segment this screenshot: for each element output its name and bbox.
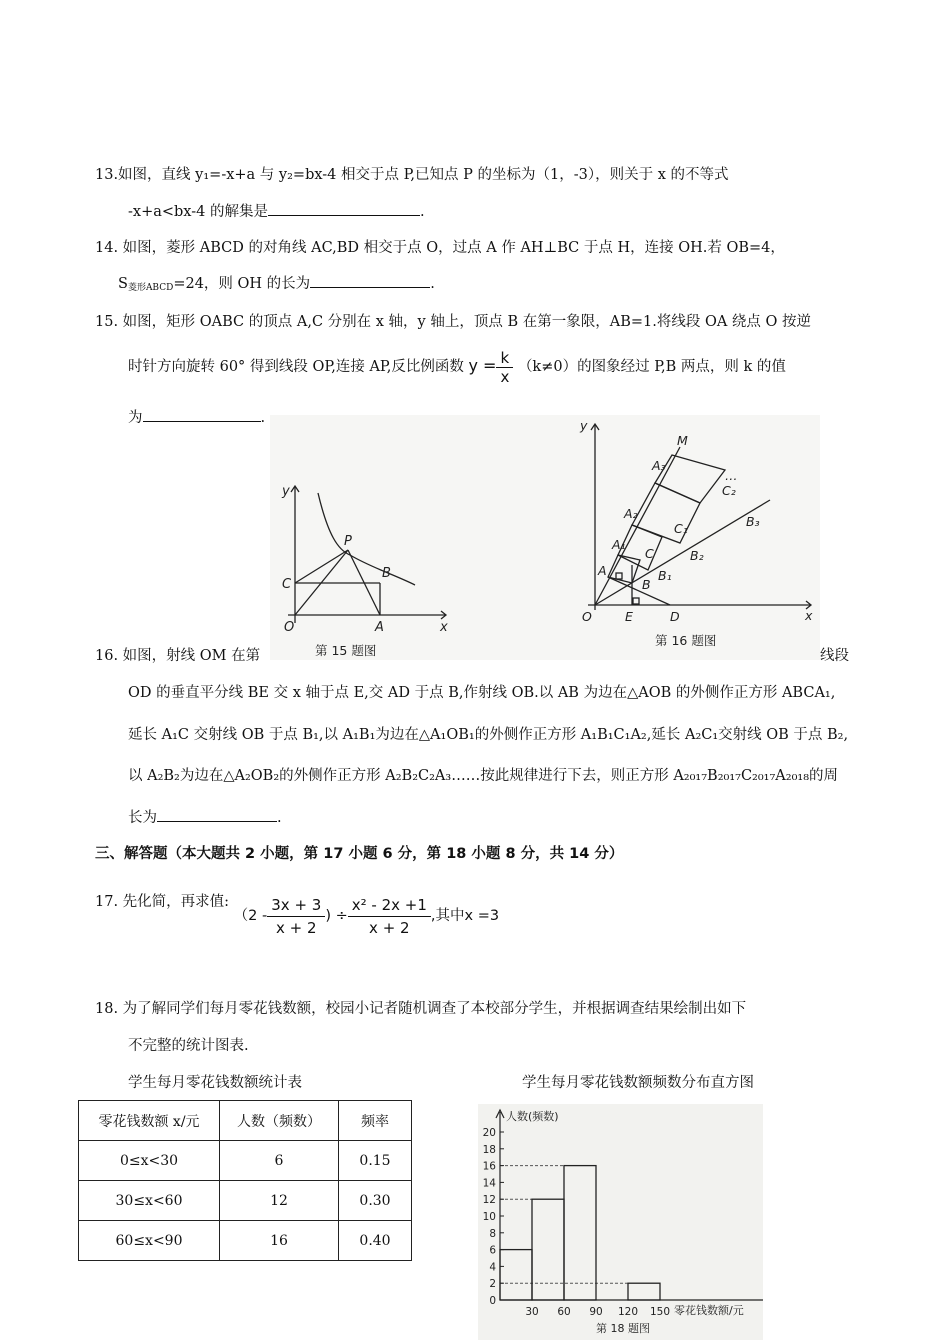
q17-f1-num: 3x + 3: [267, 894, 325, 917]
q17-div: ) ÷: [325, 908, 348, 924]
fig16-label-C2: C₂: [722, 483, 736, 498]
q15-text-c: 为: [128, 410, 143, 426]
fig16-caption: 第 16 题图: [655, 633, 717, 648]
q15-line1: 15. 如图，矩形 OABC 的顶点 A,C 分别在 x 轴，y 轴上，顶点 B 在第一象限，AB=1.将线段 OA 绕点 O 按逆: [95, 314, 812, 330]
q16-line5: [128, 806, 282, 827]
fig16-label-B: B: [642, 577, 651, 592]
fig15-caption: 第 15 题图: [315, 643, 377, 658]
fig16-label-x: x: [805, 608, 813, 623]
q17: [95, 888, 499, 944]
fig15-label-C: C: [282, 577, 292, 592]
x-tick-label: 90: [589, 1306, 603, 1318]
q14-s: S: [118, 276, 128, 292]
q16-line1-start: 16. 如图，射线 OM 在第: [95, 648, 261, 664]
q15-frac-den: x: [500, 367, 510, 386]
q17-label: 17. 先化简，再求值:: [95, 894, 230, 910]
chart-xlabel: 零花钱数额/元: [674, 1304, 744, 1317]
fig15-label-y: y: [282, 484, 290, 499]
chart-ylabel: 人数(频数): [506, 1110, 559, 1123]
q14-line1: 14. 如图，菱形 ABCD 的对角线 AC,BD 相交于点 O，过点 A 作 AH⊥BC 于点 H，连接 OH.若 OB=4，: [95, 240, 785, 256]
fig16-label-C: C: [645, 546, 654, 561]
fig16-label-y: y: [580, 418, 588, 433]
table-cell: 16: [220, 1221, 339, 1261]
q15-formula-lhs: y =: [468, 356, 497, 375]
q14-text: =24，则 OH 的长为: [173, 276, 311, 292]
figures-15-16: [270, 415, 820, 660]
q14-s-sub: 菱形ABCD: [127, 283, 174, 293]
q15-line3: [128, 406, 265, 427]
y-tick-label: 14: [482, 1177, 496, 1190]
table-cell: 12: [220, 1181, 339, 1221]
q15-line2: [128, 346, 786, 386]
q15-text-a: 时针方向旋转 60° 得到线段 OP,连接 AP,反比例函数: [128, 359, 464, 375]
q13-end: .: [419, 204, 425, 220]
table-cell: 0.15: [339, 1141, 412, 1181]
q17-f1-den: x + 2: [276, 918, 317, 937]
q18-line2: 不完整的统计图表.: [128, 1038, 249, 1054]
q14-answer-blank[interactable]: [310, 273, 430, 288]
x-tick-label: 120: [617, 1306, 639, 1318]
x-tick-label: 30: [525, 1306, 539, 1318]
q16-line1-tail: 线段: [820, 648, 849, 664]
histogram: [478, 1104, 763, 1340]
q15-answer-blank[interactable]: [143, 407, 261, 422]
q17-f2-den: x + 2: [369, 918, 410, 937]
table-row: [79, 1221, 412, 1261]
x-tick-label: 60: [557, 1306, 571, 1318]
q16-line4: 以 A₂B₂为边在△A₂OB₂的外侧作正方形 A₂B₂C₂A₃……按此规律进行下去，则正方形 A₂₀₁₇B₂₀₁₇C₂₀₁₇A₂₀₁₈的周: [128, 768, 839, 784]
fig16-label-B3: B₃: [746, 514, 760, 529]
table-row: [79, 1181, 412, 1221]
table-header-cell: 频率: [339, 1101, 412, 1141]
q13-text: -x+a<bx-4 的解集是: [128, 204, 268, 220]
fig16-label-O: O: [582, 609, 592, 624]
fig15-label-A: A: [375, 620, 384, 635]
table-cell: 0≤x<30: [79, 1141, 220, 1181]
q17-tail: ,其中x =3: [430, 908, 500, 924]
fig15-label-B: B: [382, 566, 391, 581]
q17-open: （2 -: [233, 908, 268, 924]
fig16-label-A1: A₁: [612, 537, 626, 552]
y-tick-label: 8: [489, 1227, 496, 1240]
table-title: 学生每月零花钱数额统计表: [128, 1075, 302, 1091]
q16-end: .: [277, 810, 282, 826]
q16-line3: 延长 A₁C 交射线 OB 于点 B₁,以 A₁B₁为边在△A₁OB₁的外侧作正方形 A₁B₁C₁A₂,延长 A₂C₁交射线 OB 于点 B₂,: [128, 727, 849, 743]
fig15-label-x: x: [440, 620, 448, 635]
q16-text: 长为: [128, 810, 157, 826]
fig16-label-D: D: [670, 609, 680, 624]
table-header-cell: 人数（频数）: [220, 1101, 339, 1141]
q13-line1: 13.如图，直线 y₁=-x+a 与 y₂=bx-4 相交于点 P,已知点 P 的坐标为（1，-3），则关于 x 的不等式: [95, 167, 729, 183]
q13-answer-blank[interactable]: [268, 201, 420, 216]
y-tick-label: 6: [489, 1244, 496, 1257]
fig16-label-E: E: [625, 609, 633, 624]
fig16-label-C1: C₁: [674, 521, 688, 536]
fig16-label-M: M: [677, 433, 688, 448]
chart-title: 学生每月零花钱数额频数分布直方图: [522, 1075, 754, 1091]
q14-line2: [118, 272, 435, 293]
q15-text-b: （k≠0）的图象经过 P,B 两点，则 k 的值: [517, 359, 786, 375]
q17-f2-num: x² - 2x +1: [348, 894, 431, 917]
q15-end: .: [260, 410, 266, 426]
y-tick-label: 12: [482, 1194, 496, 1207]
q17-fraction-2: [348, 894, 431, 939]
fig16-label-A2: A₂: [624, 506, 638, 521]
section-3-heading: 三、解答题（本大题共 2 小题，第 17 小题 6 分，第 18 小题 8 分，共 14 分）: [95, 846, 624, 862]
fig15-label-P: P: [344, 534, 352, 549]
q15-frac-num: k: [496, 349, 513, 368]
table-cell: 0.30: [339, 1181, 412, 1221]
y-tick-label: 10: [482, 1211, 496, 1223]
q16-line2: OD 的垂直平分线 BE 交 x 轴于点 E,交 AD 于点 B,作射线 OB.以 AB 为边在△AOB 的外侧作正方形 ABCA₁,: [128, 685, 836, 701]
fig15-label-O: O: [284, 620, 295, 635]
table-cell: 6: [220, 1141, 339, 1181]
q14-end: .: [430, 276, 435, 292]
fig16-label-B2: B₂: [690, 548, 704, 563]
table-cell: 0.40: [339, 1221, 412, 1261]
x-tick-label: 150: [649, 1306, 671, 1318]
table-cell: 60≤x<90: [79, 1221, 220, 1261]
table-header-row: [79, 1101, 412, 1141]
table-cell: 30≤x<60: [79, 1181, 220, 1221]
q18-line1: 18. 为了解同学们每月零花钱数额，校园小记者随机调查了本校部分学生，并根据调查结果绘制出如下: [95, 1001, 747, 1017]
y-tick-label: 16: [482, 1160, 496, 1173]
fig16-label-A3: A₃: [652, 458, 666, 473]
y-tick-label: 2: [489, 1278, 496, 1291]
stat-table: [78, 1100, 412, 1261]
y-tick-label: 0: [489, 1295, 496, 1307]
q15-fraction: [496, 349, 513, 386]
q17-fraction-1: [267, 894, 325, 939]
chart-caption: 第 18 题图: [596, 1322, 650, 1335]
q13-line2: [128, 200, 425, 221]
y-tick-label: 20: [482, 1127, 496, 1139]
y-tick-label: 4: [489, 1261, 496, 1274]
y-tick-label: 18: [482, 1143, 496, 1156]
q16-answer-blank[interactable]: [157, 807, 277, 822]
table-row: [79, 1141, 412, 1181]
fig16-label-A: A: [598, 563, 607, 578]
fig16-label-dots: …: [725, 468, 738, 483]
fig16-label-B1: B₁: [658, 568, 672, 583]
table-header-cell: 零花钱数额 x/元: [79, 1101, 220, 1141]
scan-background: [270, 415, 820, 660]
